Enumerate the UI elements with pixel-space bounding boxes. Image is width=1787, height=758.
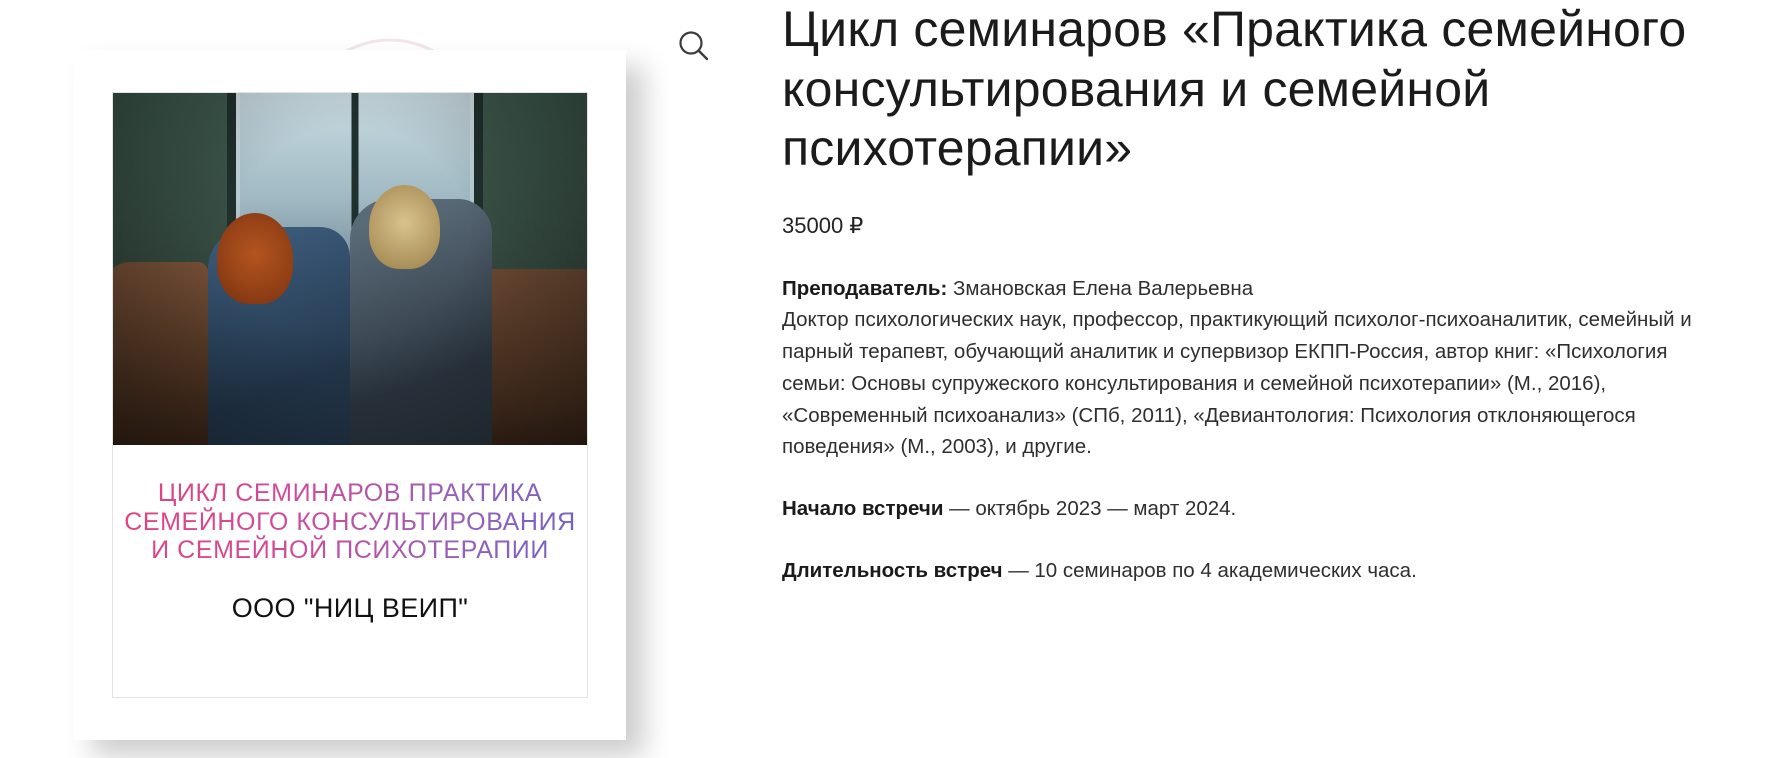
product-photo <box>113 93 587 445</box>
duration-label: Длительность встреч <box>782 558 1003 582</box>
duration-value: — 10 семинаров по 4 академических часа. <box>1002 558 1417 582</box>
teacher-label: Преподаватель: <box>782 276 948 300</box>
product-gallery <box>0 0 782 758</box>
product-image-inner <box>112 92 588 698</box>
product-price: 35000 ₽ <box>782 212 864 238</box>
start-paragraph <box>782 493 1697 525</box>
teacher-bio: Доктор психологических наук, профессор, практикующий психолог-психоаналитик, семейный и парный терапевт, обучающий аналитик и супервизор ЕКПП-Россия, автор книг: «Психология семьи: Основы супружеского консультирования и семейной психотерапии» (М., 2016), «Современный психоанализ» (СПб, 2011), «Девиантология: Психология отклоняющегося поведения» (М., 2003), и другие. <box>782 308 1692 459</box>
photo-vignette <box>113 93 587 445</box>
poster-title: ЦИКЛ СЕМИНАРОВ ПРАКТИКА СЕМЕЙНОГО КОНСУЛЬТИРОВАНИЯ И СЕМЕЙНОЙ ПСИХОТЕРАПИИ <box>113 479 587 565</box>
zoom-button[interactable] <box>674 26 714 66</box>
page-title: Цикл семинаров «Практика семейного консультирования и семейной психотерапии» <box>782 1 1687 176</box>
product-summary <box>782 0 1787 758</box>
product-image-card[interactable] <box>74 50 626 740</box>
poster-organization: ООО "НИЦ ВЕИП" <box>231 592 469 623</box>
teacher-paragraph <box>782 273 1697 464</box>
start-value: — октябрь 2023 — март 2024. <box>943 497 1237 521</box>
start-label: Начало встречи <box>782 497 944 521</box>
search-icon <box>674 26 714 66</box>
teacher-name: Змановская Елена Валерьевна <box>947 276 1254 300</box>
duration-paragraph <box>782 555 1697 587</box>
